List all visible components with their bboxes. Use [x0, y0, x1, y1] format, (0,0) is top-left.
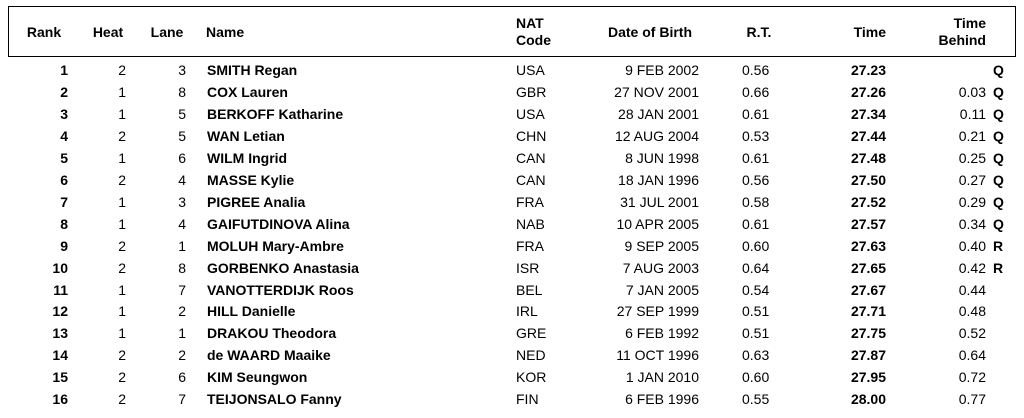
table-row: [0, 216, 1024, 238]
qualification-mark: Q: [993, 83, 1004, 100]
time-cell: 28.00: [850, 391, 886, 408]
date-of-birth-cell: 18 JAN 1996: [618, 171, 699, 188]
table-row: [0, 128, 1024, 150]
reaction-time-cell: 0.60: [742, 369, 770, 386]
table-row: [0, 150, 1024, 172]
lane-cell: 8: [178, 259, 186, 276]
rank-cell: 9: [60, 237, 68, 254]
rank-cell: 14: [52, 347, 68, 364]
rank-cell: 3: [60, 105, 68, 122]
athlete-name: WAN Letian: [207, 127, 285, 144]
athlete-name: de WAARD Maaike: [207, 347, 331, 364]
date-of-birth-cell: 6 FEB 1992: [625, 325, 699, 342]
athlete-name: DRAKOU Theodora: [207, 325, 337, 342]
nat-code-cell: CAN: [516, 149, 546, 166]
table-row: [0, 172, 1024, 194]
reaction-time-cell: 0.51: [742, 325, 770, 342]
nat-code-cell: ISR: [516, 259, 540, 276]
reaction-time-cell: 0.58: [742, 193, 770, 210]
time-behind-cell: 0.44: [958, 281, 986, 298]
heat-cell: 1: [118, 149, 126, 166]
heat-cell: 1: [118, 325, 126, 342]
rank-cell: 8: [60, 215, 68, 232]
time-cell: 27.95: [850, 369, 886, 386]
reaction-time-cell: 0.64: [742, 259, 770, 276]
table-row: [0, 391, 1024, 413]
header-lane: Lane: [150, 24, 184, 40]
date-of-birth-cell: 8 JUN 1998: [625, 149, 699, 166]
qualification-mark: Q: [993, 149, 1004, 166]
nat-code-cell: USA: [516, 62, 545, 78]
time-cell: 27.67: [850, 281, 886, 298]
table-row: [0, 325, 1024, 347]
header-rank: Rank: [26, 24, 62, 40]
lane-cell: 7: [178, 281, 186, 298]
time-cell: 27.44: [850, 127, 886, 144]
rank-cell: 11: [53, 281, 68, 298]
nat-code-cell: NAB: [516, 215, 545, 232]
athlete-name: MOLUH Mary-Ambre: [207, 237, 344, 254]
athlete-name: GAIFUTDINOVA Alina: [207, 215, 350, 232]
nat-code-cell: CHN: [516, 127, 547, 144]
time-behind-cell: 0.42: [958, 259, 986, 276]
reaction-time-cell: 0.66: [742, 83, 770, 100]
heat-cell: 2: [118, 391, 126, 408]
lane-cell: 7: [178, 391, 186, 408]
rank-cell: 1: [60, 62, 68, 78]
reaction-time-cell: 0.55: [742, 391, 770, 408]
nat-code-cell: BEL: [516, 281, 543, 298]
lane-cell: 2: [178, 303, 186, 320]
lane-cell: 5: [178, 127, 186, 144]
lane-cell: 1: [178, 325, 186, 342]
athlete-name: SMITH Regan: [207, 62, 298, 78]
rank-cell: 4: [60, 127, 68, 144]
reaction-time-cell: 0.53: [742, 127, 770, 144]
qualification-mark: Q: [993, 127, 1004, 144]
table-row: [0, 347, 1024, 369]
time-cell: 27.57: [850, 215, 886, 232]
athlete-name: VANOTTERDIJK Roos: [207, 281, 354, 298]
lane-cell: 8: [178, 83, 186, 100]
date-of-birth-cell: 28 JAN 2001: [618, 105, 699, 122]
table-row: [0, 260, 1024, 282]
date-of-birth-cell: 12 AUG 2004: [614, 127, 699, 144]
lane-cell: 1: [178, 237, 186, 254]
reaction-time-cell: 0.61: [742, 105, 770, 122]
nat-code-cell: CAN: [516, 171, 546, 188]
header-heat: Heat: [92, 24, 124, 40]
time-behind-cell: 0.03: [958, 83, 986, 100]
header-name: Name: [206, 24, 245, 40]
lane-cell: 2: [178, 347, 186, 364]
time-behind-cell: 0.29: [958, 193, 986, 210]
heat-cell: 2: [118, 127, 126, 144]
header-reaction-time: R.T.: [746, 24, 772, 40]
time-behind-cell: 0.48: [958, 303, 986, 320]
qualification-mark: Q: [993, 62, 1004, 78]
time-behind-cell: 0.25: [958, 149, 986, 166]
lane-cell: 4: [178, 215, 186, 232]
lane-cell: 6: [178, 369, 186, 386]
qualification-mark: Q: [993, 171, 1004, 188]
time-cell: 27.87: [850, 347, 886, 364]
nat-code-cell: USA: [516, 105, 545, 122]
table-row: [0, 282, 1024, 304]
header-time: Time: [853, 24, 886, 40]
heat-cell: 1: [118, 215, 126, 232]
time-cell: 27.50: [850, 171, 886, 188]
qualification-mark: Q: [993, 105, 1004, 122]
athlete-name: KIM Seungwon: [207, 369, 308, 386]
date-of-birth-cell: 31 JUL 2001: [620, 193, 699, 210]
reaction-time-cell: 0.61: [742, 149, 770, 166]
table-row: [0, 303, 1024, 325]
time-cell: 27.75: [850, 325, 886, 342]
reaction-time-cell: 0.51: [742, 303, 770, 320]
rank-cell: 15: [52, 369, 68, 386]
qualification-mark: Q: [993, 215, 1004, 232]
nat-code-cell: GRE: [516, 325, 547, 342]
heat-cell: 2: [118, 347, 126, 364]
time-cell: 27.52: [850, 193, 886, 210]
date-of-birth-cell: 27 SEP 1999: [616, 303, 699, 320]
rank-cell: 5: [60, 149, 68, 166]
athlete-name: PIGREE Analia: [207, 193, 306, 210]
lane-cell: 4: [178, 171, 186, 188]
table-row: [0, 106, 1024, 128]
nat-code-cell: NED: [516, 347, 546, 364]
date-of-birth-cell: 27 NOV 2001: [614, 83, 699, 100]
nat-code-cell: FRA: [516, 193, 544, 210]
qualification-mark: R: [993, 237, 1004, 254]
time-cell: 27.63: [850, 237, 886, 254]
time-cell: 27.65: [850, 259, 886, 276]
reaction-time-cell: 0.56: [742, 62, 770, 78]
reaction-time-cell: 0.61: [742, 215, 770, 232]
heat-cell: 1: [118, 105, 126, 122]
nat-code-cell: KOR: [516, 369, 547, 386]
time-behind-cell: 0.27: [958, 171, 986, 188]
lane-cell: 3: [178, 193, 186, 210]
athlete-name: TEIJONSALO Fanny: [207, 391, 342, 408]
lane-cell: 5: [178, 105, 186, 122]
date-of-birth-cell: 11 OCT 1996: [616, 347, 699, 364]
date-of-birth-cell: 9 SEP 2005: [624, 237, 699, 254]
athlete-name: GORBENKO Anastasia: [207, 259, 359, 276]
time-behind-cell: 0.34: [958, 215, 986, 232]
rank-cell: 6: [60, 171, 68, 188]
table-row: [0, 84, 1024, 106]
time-behind-cell: 0.77: [958, 391, 986, 408]
time-behind-cell: 0.52: [958, 325, 986, 342]
table-row: [0, 194, 1024, 216]
athlete-name: BERKOFF Katharine: [207, 105, 344, 122]
rank-cell: 10: [52, 259, 68, 276]
heat-cell: 2: [118, 259, 126, 276]
time-behind-cell: 0.11: [959, 105, 986, 122]
athlete-name: HILL Danielle: [207, 303, 296, 320]
table-row: [0, 62, 1024, 84]
header-time-behind: Time Behind: [938, 15, 986, 48]
lane-cell: 3: [178, 62, 186, 78]
heat-cell: 1: [118, 193, 126, 210]
heat-cell: 2: [118, 62, 126, 78]
time-cell: 27.48: [850, 149, 886, 166]
heat-cell: 2: [118, 369, 126, 386]
time-behind-cell: 0.21: [958, 127, 986, 144]
date-of-birth-cell: 7 AUG 2003: [622, 259, 699, 276]
qualification-mark: Q: [993, 193, 1004, 210]
heat-cell: 2: [118, 237, 126, 254]
reaction-time-cell: 0.60: [742, 237, 770, 254]
athlete-name: WILM Ingrid: [207, 149, 288, 166]
date-of-birth-cell: 7 JAN 2005: [625, 281, 699, 298]
nat-code-cell: FIN: [516, 391, 539, 408]
nat-code-cell: GBR: [516, 83, 547, 100]
time-cell: 27.34: [850, 105, 886, 122]
heat-cell: 1: [118, 303, 126, 320]
reaction-time-cell: 0.63: [742, 347, 770, 364]
nat-code-cell: IRL: [516, 303, 538, 320]
date-of-birth-cell: 9 FEB 2002: [625, 62, 699, 78]
heat-cell: 1: [118, 83, 126, 100]
reaction-time-cell: 0.56: [742, 171, 770, 188]
time-behind-cell: 0.64: [958, 347, 986, 364]
heat-cell: 1: [118, 281, 126, 298]
time-cell: 27.23: [850, 62, 886, 78]
rank-cell: 12: [52, 303, 68, 320]
time-cell: 27.71: [850, 303, 886, 320]
athlete-name: COX Lauren: [207, 83, 288, 100]
time-behind-cell: 0.72: [958, 369, 986, 386]
table-row: [0, 238, 1024, 260]
qualification-mark: R: [993, 259, 1004, 276]
table-row: [0, 369, 1024, 391]
lane-cell: 6: [178, 149, 186, 166]
date-of-birth-cell: 10 APR 2005: [616, 215, 699, 232]
athlete-name: MASSE Kylie: [207, 171, 295, 188]
time-cell: 27.26: [850, 83, 886, 100]
heat-cell: 2: [118, 171, 126, 188]
date-of-birth-cell: 6 FEB 1996: [625, 391, 699, 408]
date-of-birth-cell: 1 JAN 2010: [625, 369, 699, 386]
rank-cell: 2: [60, 83, 68, 100]
nat-code-cell: FRA: [516, 237, 544, 254]
rank-cell: 13: [52, 325, 68, 342]
header-date-of-birth: Date of Birth: [608, 24, 692, 40]
reaction-time-cell: 0.54: [742, 281, 770, 298]
header-nat-code: NAT Code: [516, 15, 551, 48]
time-behind-cell: 0.40: [958, 237, 986, 254]
rank-cell: 16: [52, 391, 68, 408]
rank-cell: 7: [60, 193, 68, 210]
